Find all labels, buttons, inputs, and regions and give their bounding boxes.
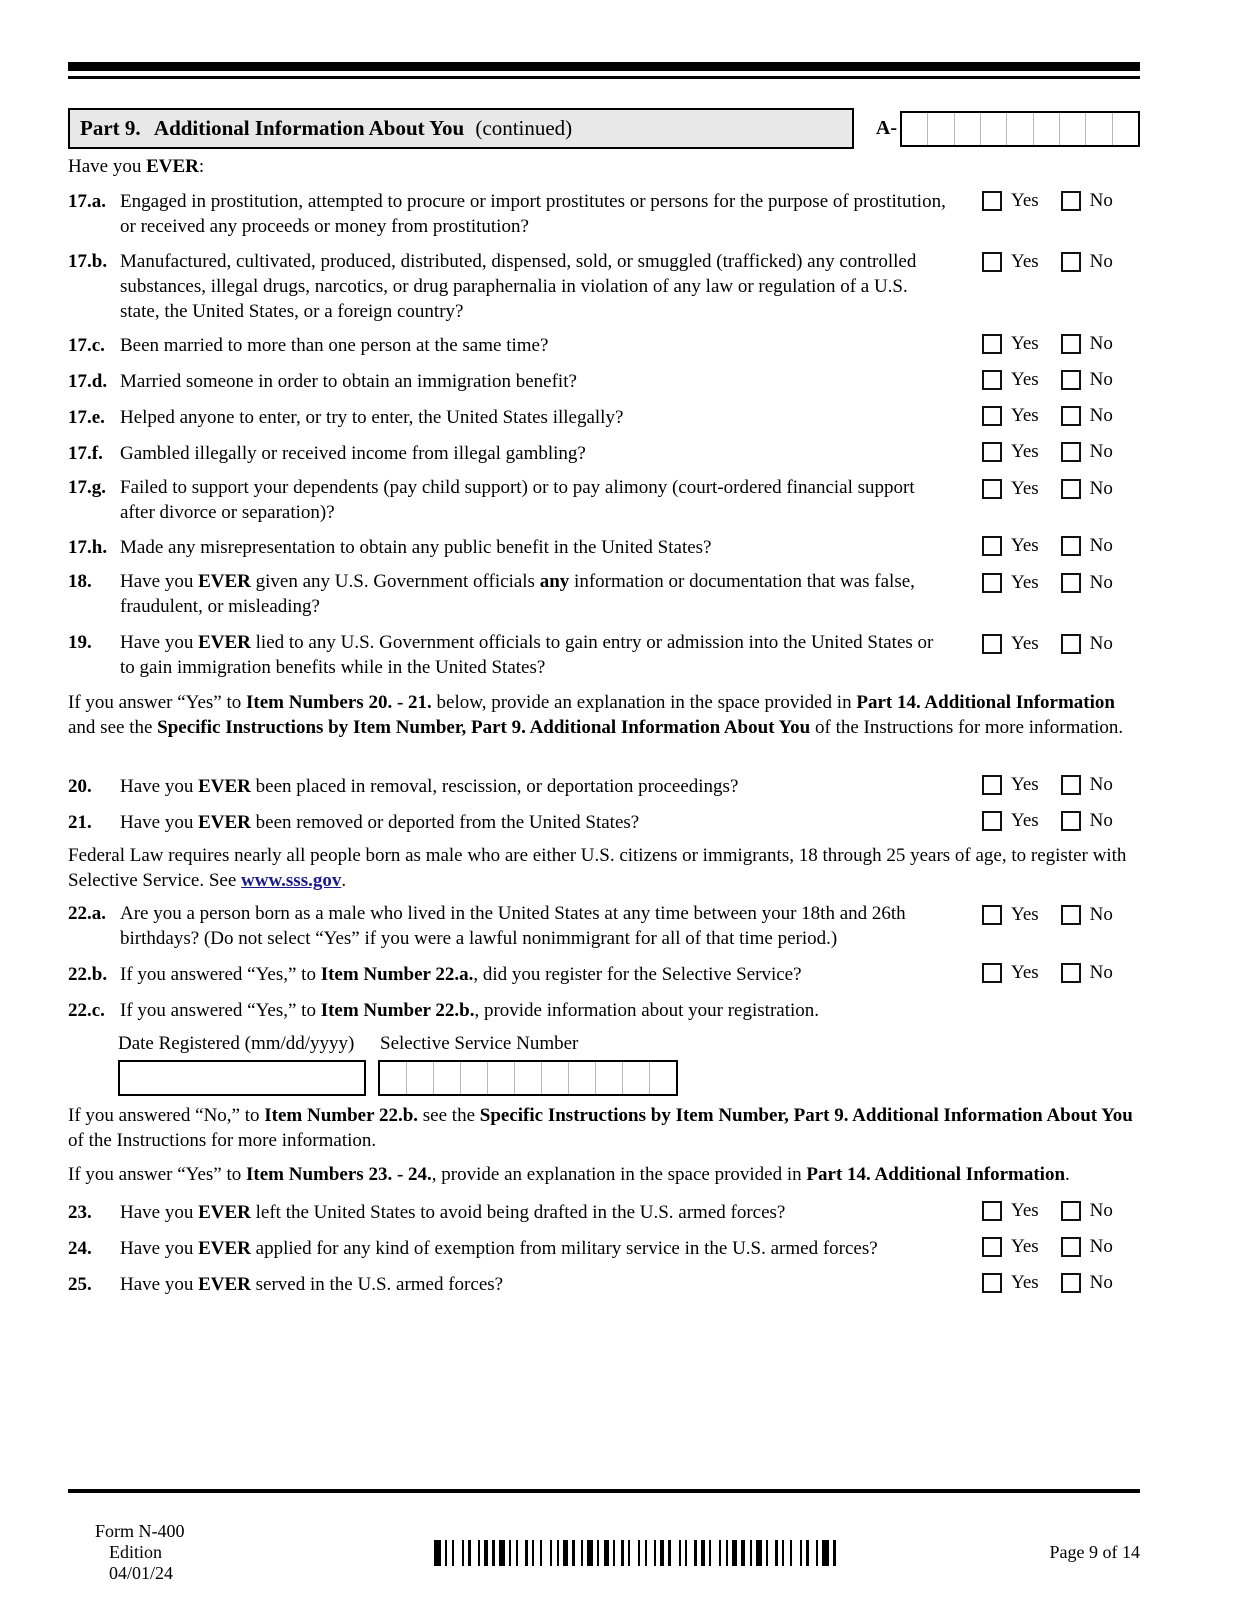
input-cell[interactable]	[461, 1062, 488, 1094]
checkbox-24-no[interactable]	[1061, 1237, 1081, 1257]
edition-label: Edition	[109, 1542, 162, 1562]
answer-17b[interactable]	[982, 252, 1147, 272]
selective-service-number-label: Selective Service Number	[380, 1033, 579, 1054]
answer-17a[interactable]	[982, 191, 1147, 211]
question-17h-number: 17.h.	[68, 537, 108, 558]
label-17f-no: No	[1089, 441, 1113, 462]
question-24-number: 24.	[68, 1238, 92, 1259]
question-17d	[68, 369, 1140, 394]
question-22c-text: If you answered “Yes,” to Item Number 22.b., provide information about your registration.	[120, 1000, 820, 1021]
question-23-number: 23.	[68, 1202, 92, 1223]
note-item-22b-no: If you answered “No,” to Item Number 22.b. see the Specific Instructions by Item Number, Part 9. Additional Information About You of the Instructions for more information.	[68, 1105, 1133, 1151]
answer-17e[interactable]	[982, 406, 1147, 426]
answer-25[interactable]	[982, 1273, 1147, 1293]
input-cell[interactable]	[434, 1062, 461, 1094]
label-17c-yes: Yes	[1011, 333, 1039, 354]
question-17g	[68, 475, 1140, 525]
checkbox-19-yes[interactable]	[982, 634, 1002, 654]
checkbox-17e-no[interactable]	[1061, 406, 1081, 426]
form-edition-text	[68, 1500, 185, 1605]
checkbox-17e-yes[interactable]	[982, 406, 1002, 426]
checkbox-19-no[interactable]	[1061, 634, 1081, 654]
question-23-text: Have you EVER left the United States to avoid being drafted in the U.S. armed forces?	[120, 1202, 786, 1223]
input-cell[interactable]	[1034, 113, 1060, 145]
part-header-row	[68, 108, 1140, 149]
label-25-no: No	[1089, 1272, 1113, 1293]
label-17c-no: No	[1089, 333, 1113, 354]
input-cell[interactable]	[407, 1062, 434, 1094]
question-22b-text: If you answered “Yes,” to Item Number 22.a., did you register for the Selective Service?	[120, 964, 802, 985]
answer-17f[interactable]	[982, 442, 1147, 462]
input-cell[interactable]	[928, 113, 954, 145]
input-cell[interactable]	[1113, 113, 1138, 145]
question-20-text: Have you EVER been placed in removal, rescission, or deportation proceedings?	[120, 776, 739, 797]
question-18-number: 18.	[68, 571, 92, 592]
question-22a	[68, 901, 1140, 951]
label-18-yes: Yes	[1011, 572, 1039, 593]
label-23-yes: Yes	[1011, 1200, 1039, 1221]
checkbox-17g-yes[interactable]	[982, 479, 1002, 499]
label-17e-yes: Yes	[1011, 405, 1039, 426]
question-22a-text: Are you a person born as a male who lived in the United States at any time between your 18th and 26th birthdays? (Do not select “Yes” if you were a lawful nonimmigrant for all of that time period.)	[120, 903, 906, 949]
label-24-no: No	[1089, 1236, 1113, 1257]
checkbox-17a-yes[interactable]	[982, 191, 1002, 211]
question-17e	[68, 405, 1140, 430]
input-cell[interactable]	[650, 1062, 676, 1094]
question-25	[68, 1272, 1140, 1297]
question-17c	[68, 333, 1140, 358]
input-cell[interactable]	[902, 113, 928, 145]
question-17h	[68, 535, 1140, 560]
question-21	[68, 810, 1140, 835]
label-22a-no: No	[1089, 904, 1113, 925]
question-22c-number: 22.c.	[68, 1000, 105, 1021]
input-cell[interactable]	[515, 1062, 542, 1094]
answer-19[interactable]	[982, 634, 1147, 654]
page-footer	[68, 1500, 1140, 1605]
question-17e-number: 17.e.	[68, 407, 105, 428]
checkbox-22b-yes[interactable]	[982, 963, 1002, 983]
question-19-text: Have you EVER lied to any U.S. Government officials to gain entry or admission into the United States or to gain immigration benefits while in the United States?	[120, 632, 934, 678]
barcode	[434, 1540, 840, 1566]
question-17g-number: 17.g.	[68, 477, 106, 498]
label-17g-no: No	[1089, 478, 1113, 499]
question-21-text: Have you EVER been removed or deported from the United States?	[120, 812, 640, 833]
label-17g-yes: Yes	[1011, 478, 1039, 499]
input-cell[interactable]	[623, 1062, 650, 1094]
label-17h-no: No	[1089, 535, 1113, 556]
checkbox-17h-yes[interactable]	[982, 536, 1002, 556]
input-cell[interactable]	[380, 1062, 407, 1094]
input-cell[interactable]	[1086, 113, 1112, 145]
question-22a-number: 22.a.	[68, 903, 106, 924]
answer-22b[interactable]	[982, 963, 1147, 983]
part-continued-label: (continued)	[475, 116, 573, 140]
question-19	[68, 630, 1140, 680]
edition-date: 04/01/24	[109, 1563, 174, 1583]
page-title: Additional Information About You	[153, 116, 465, 140]
question-20-number: 20.	[68, 776, 92, 797]
label-23-no: No	[1089, 1200, 1113, 1221]
label-17a-no: No	[1089, 190, 1113, 211]
alien-number-input[interactable]	[900, 111, 1140, 147]
checkbox-23-no[interactable]	[1061, 1201, 1081, 1221]
checkbox-17a-no[interactable]	[1061, 191, 1081, 211]
input-cell[interactable]	[596, 1062, 623, 1094]
question-25-number: 25.	[68, 1274, 92, 1295]
input-cell[interactable]	[981, 113, 1007, 145]
answer-23[interactable]	[982, 1201, 1147, 1221]
input-cell[interactable]	[1060, 113, 1086, 145]
input-cell[interactable]	[569, 1062, 596, 1094]
label-19-no: No	[1089, 633, 1113, 654]
checkbox-17f-no[interactable]	[1061, 442, 1081, 462]
label-19-yes: Yes	[1011, 633, 1039, 654]
question-17b-number: 17.b.	[68, 251, 108, 272]
checkbox-21-yes[interactable]	[982, 811, 1002, 831]
page-top-rules	[68, 62, 1140, 79]
answer-24[interactable]	[982, 1237, 1147, 1257]
checkbox-23-yes[interactable]	[982, 1201, 1002, 1221]
question-19-number: 19.	[68, 632, 92, 653]
alien-number-field[interactable]	[876, 108, 1140, 149]
checkbox-24-yes[interactable]	[982, 1237, 1002, 1257]
page-number: Page 9 of 14	[1049, 1542, 1140, 1562]
question-21-number: 21.	[68, 812, 92, 833]
question-25-text: Have you EVER served in the U.S. armed forces?	[120, 1274, 504, 1295]
label-20-yes: Yes	[1011, 774, 1039, 795]
question-17c-text: Been married to more than one person at the same time?	[120, 335, 549, 356]
input-cell[interactable]	[542, 1062, 569, 1094]
checkbox-18-no[interactable]	[1061, 573, 1081, 593]
checkbox-17f-yes[interactable]	[982, 442, 1002, 462]
date-registered-label: Date Registered (mm/dd/yyyy)	[118, 1033, 355, 1054]
answer-17c[interactable]	[982, 334, 1147, 354]
question-17b-text: Manufactured, cultivated, produced, distributed, dispensed, sold, or smuggled (trafficked) any controlled substances, illegal drugs, narcotics, or drug paraphernalia in violation of any law or regulation of a U.S. state, the United States, or a foreign country?	[120, 251, 917, 322]
question-23	[68, 1200, 1140, 1225]
rule-thick-top	[68, 62, 1140, 71]
checkbox-20-yes[interactable]	[982, 775, 1002, 795]
question-24	[68, 1236, 1140, 1261]
label-17d-yes: Yes	[1011, 369, 1039, 390]
label-17b-no: No	[1089, 251, 1113, 272]
checkbox-17g-no[interactable]	[1061, 479, 1081, 499]
answer-17h[interactable]	[982, 536, 1147, 556]
answer-17g[interactable]	[982, 479, 1147, 499]
question-17f-text: Gambled illegally or received income from illegal gambling?	[120, 443, 586, 464]
question-17f	[68, 441, 1140, 466]
selective-service-note: Federal Law requires nearly all people born as male who are either U.S. citizens or immigrants, 18 through 25 years of age, to register with Selective Service. See www.sss.gov.	[68, 845, 1127, 891]
checkbox-20-no[interactable]	[1061, 775, 1081, 795]
question-20	[68, 774, 1140, 799]
checkbox-17d-no[interactable]	[1061, 370, 1081, 390]
label-17e-no: No	[1089, 405, 1113, 426]
checkbox-21-no[interactable]	[1061, 811, 1081, 831]
checkbox-22a-no[interactable]	[1061, 905, 1081, 925]
label-22a-yes: Yes	[1011, 904, 1039, 925]
checkbox-25-yes[interactable]	[982, 1273, 1002, 1293]
input-cell[interactable]	[488, 1062, 515, 1094]
label-22b-no: No	[1089, 962, 1113, 983]
selective-service-number-input[interactable]	[378, 1060, 678, 1096]
checkbox-17b-yes[interactable]	[982, 252, 1002, 272]
checkbox-17c-no[interactable]	[1061, 334, 1081, 354]
checkbox-18-yes[interactable]	[982, 573, 1002, 593]
question-17e-text: Helped anyone to enter, or try to enter, the United States illegally?	[120, 407, 624, 428]
label-17h-yes: Yes	[1011, 535, 1039, 556]
registration-inputs	[118, 1060, 678, 1096]
question-17a-number: 17.a.	[68, 191, 106, 212]
answer-20[interactable]	[982, 775, 1147, 795]
alien-number-label: A-	[875, 117, 897, 139]
input-cell[interactable]	[1007, 113, 1033, 145]
label-17b-yes: Yes	[1011, 251, 1039, 272]
checkbox-25-no[interactable]	[1061, 1273, 1081, 1293]
label-18-no: No	[1089, 572, 1113, 593]
label-21-yes: Yes	[1011, 810, 1039, 831]
input-cell[interactable]	[955, 113, 981, 145]
question-17d-text: Married someone in order to obtain an immigration benefit?	[120, 371, 577, 392]
label-20-no: No	[1089, 774, 1113, 795]
question-18-text: Have you EVER given any U.S. Government officials any information or documentation that was false, fraudulent, or misleading?	[120, 571, 915, 617]
answer-18[interactable]	[982, 573, 1147, 593]
label-17a-yes: Yes	[1011, 190, 1039, 211]
label-17d-no: No	[1089, 369, 1113, 390]
rule-thin-top	[68, 76, 1140, 79]
form-id: Form N-400	[95, 1521, 185, 1541]
label-25-yes: Yes	[1011, 1272, 1039, 1293]
part-title-bar	[68, 108, 854, 149]
note-items-23-24: If you answer “Yes” to Item Numbers 23. - 24., provide an explanation in the space provided in Part 14. Additional Information.	[68, 1164, 1070, 1185]
checkbox-22b-no[interactable]	[1061, 963, 1081, 983]
part-number: Part 9.	[80, 116, 141, 140]
label-21-no: No	[1089, 810, 1113, 831]
checkbox-17d-yes[interactable]	[982, 370, 1002, 390]
checkbox-17b-no[interactable]	[1061, 252, 1081, 272]
label-17f-yes: Yes	[1011, 441, 1039, 462]
checkbox-17c-yes[interactable]	[982, 334, 1002, 354]
have-you-ever-lead: Have you EVER:	[68, 156, 205, 177]
note-items-20-21: If you answer “Yes” to Item Numbers 20. - 21. below, provide an explanation in the space provided in Part 14. Additional Information and see the Specific Instructions by Item Number, Part 9. Additional Information About You of the Instructions for more information.	[68, 692, 1124, 738]
question-17a	[68, 189, 1140, 239]
question-17d-number: 17.d.	[68, 371, 108, 392]
question-17f-number: 17.f.	[68, 443, 103, 464]
question-22b-number: 22.b.	[68, 964, 108, 985]
registration-field-labels	[118, 1032, 578, 1056]
question-17h-text: Made any misrepresentation to obtain any public benefit in the United States?	[120, 537, 712, 558]
question-17g-text: Failed to support your dependents (pay child support) or to pay alimony (court-ordered financial support after divorce or separation)?	[120, 477, 915, 523]
answer-22a[interactable]	[982, 905, 1147, 925]
question-17a-text: Engaged in prostitution, attempted to procure or import prostitutes or persons for the purpose of prostitution, or received any proceeds or money from prostitution?	[120, 191, 946, 237]
question-22c	[68, 998, 1140, 1023]
question-24-text: Have you EVER applied for any kind of exemption from military service in the U.S. armed forces?	[120, 1238, 878, 1259]
checkbox-22a-yes[interactable]	[982, 905, 1002, 925]
question-17b	[68, 249, 1140, 324]
footer-rule	[68, 1489, 1140, 1493]
answer-21[interactable]	[982, 811, 1147, 831]
label-24-yes: Yes	[1011, 1236, 1039, 1257]
answer-17d[interactable]	[982, 370, 1147, 390]
date-registered-input[interactable]	[118, 1060, 366, 1096]
question-22b	[68, 962, 1140, 987]
question-17c-number: 17.c.	[68, 335, 105, 356]
question-18	[68, 569, 1140, 619]
label-22b-yes: Yes	[1011, 962, 1039, 983]
checkbox-17h-no[interactable]	[1061, 536, 1081, 556]
